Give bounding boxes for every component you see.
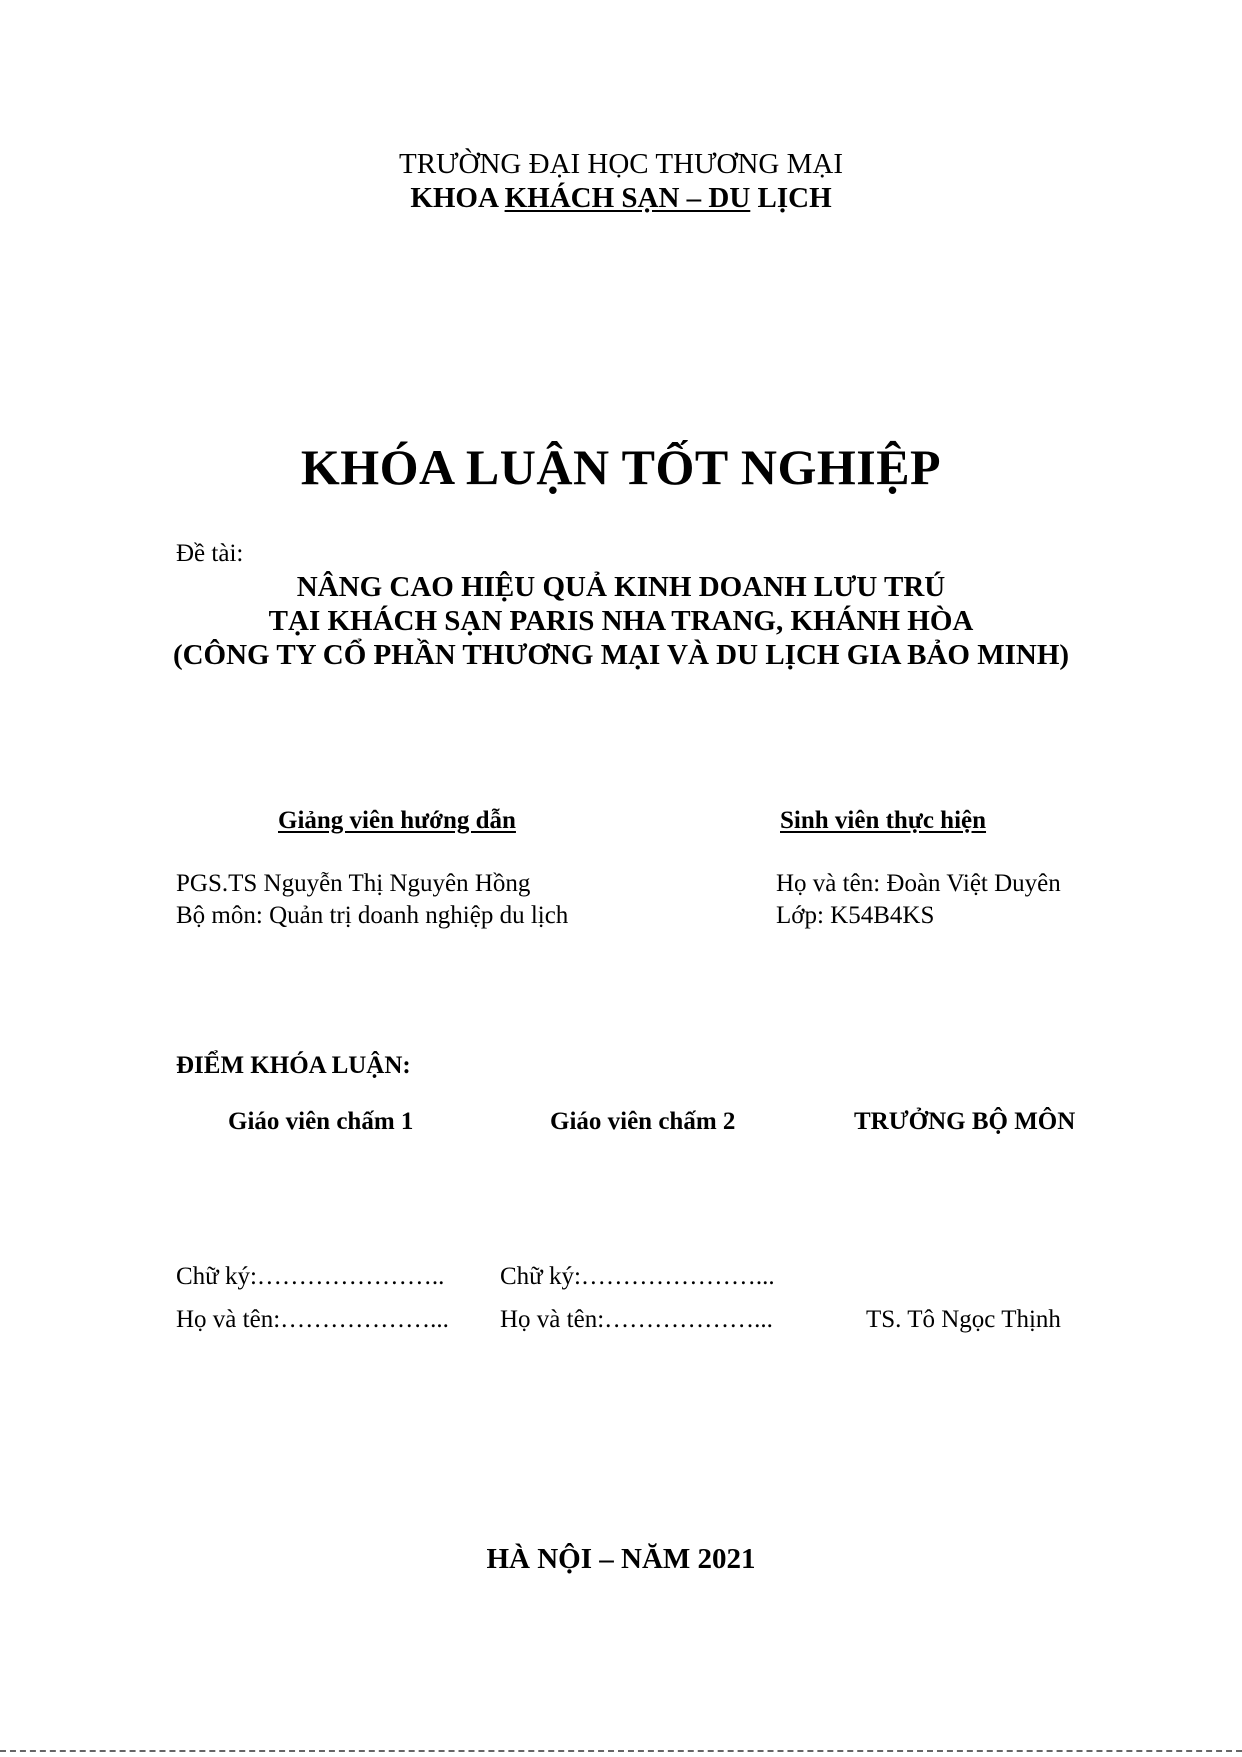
student-class: Lớp: K54B4KS (776, 902, 935, 929)
grader-2-name: Họ và tên:………………... (500, 1306, 773, 1333)
topic-line-3: (CÔNG TY CỔ PHẦN THƯƠNG MẠI VÀ DU LỊCH GIA BẢO MINH) (172, 639, 1070, 671)
supervisor-name: PGS.TS Nguyễn Thị Nguyên Hồng (176, 870, 531, 897)
grader-2-heading: Giáo viên chấm 2 (550, 1108, 736, 1135)
place-and-year: HÀ NỘI – NĂM 2021 (486, 1543, 756, 1575)
topic-line-2: TẠI KHÁCH SẠN PARIS NHA TRANG, KHÁNH HÒA (268, 605, 974, 637)
topic-line-1: NÂNG CAO HIỆU QUẢ KINH DOANH LƯU TRÚ (296, 571, 946, 603)
head-of-department-heading: TRƯỞNG BỘ MÔN (854, 1108, 1076, 1135)
grader-1-name: Họ và tên:………………... (176, 1306, 449, 1333)
student-heading: Sinh viên thực hiện (780, 807, 987, 834)
supervisor-department: Bộ môn: Quản trị doanh nghiệp du lịch (176, 902, 569, 929)
topic-label: Đề tài: (176, 540, 244, 567)
signature-1: Chữ ký:………………….. (176, 1263, 445, 1290)
supervisor-heading: Giảng viên hướng dẫn (278, 807, 516, 834)
page-title: KHÓA LUẬN TỐT NGHIỆP (300, 439, 942, 495)
faculty-name (0, 182, 1242, 215)
university-name: TRƯỜNG ĐẠI HỌC THƯƠNG MẠI (398, 148, 843, 180)
faculty-suffix: LỊCH (750, 182, 832, 214)
faculty-underlined: KHÁCH SẠN – DU (504, 182, 751, 214)
page-edge-divider (0, 1750, 1242, 1757)
grader-1-heading: Giáo viên chấm 1 (228, 1108, 414, 1135)
faculty-prefix: KHOA (410, 182, 505, 214)
head-of-department-name: TS. Tô Ngọc Thịnh (866, 1306, 1061, 1333)
grading-label: ĐIỂM KHÓA LUẬN: (176, 1052, 411, 1079)
signature-2: Chữ ký:…………………... (500, 1263, 775, 1290)
student-name: Họ và tên: Đoàn Việt Duyên (776, 870, 1061, 897)
